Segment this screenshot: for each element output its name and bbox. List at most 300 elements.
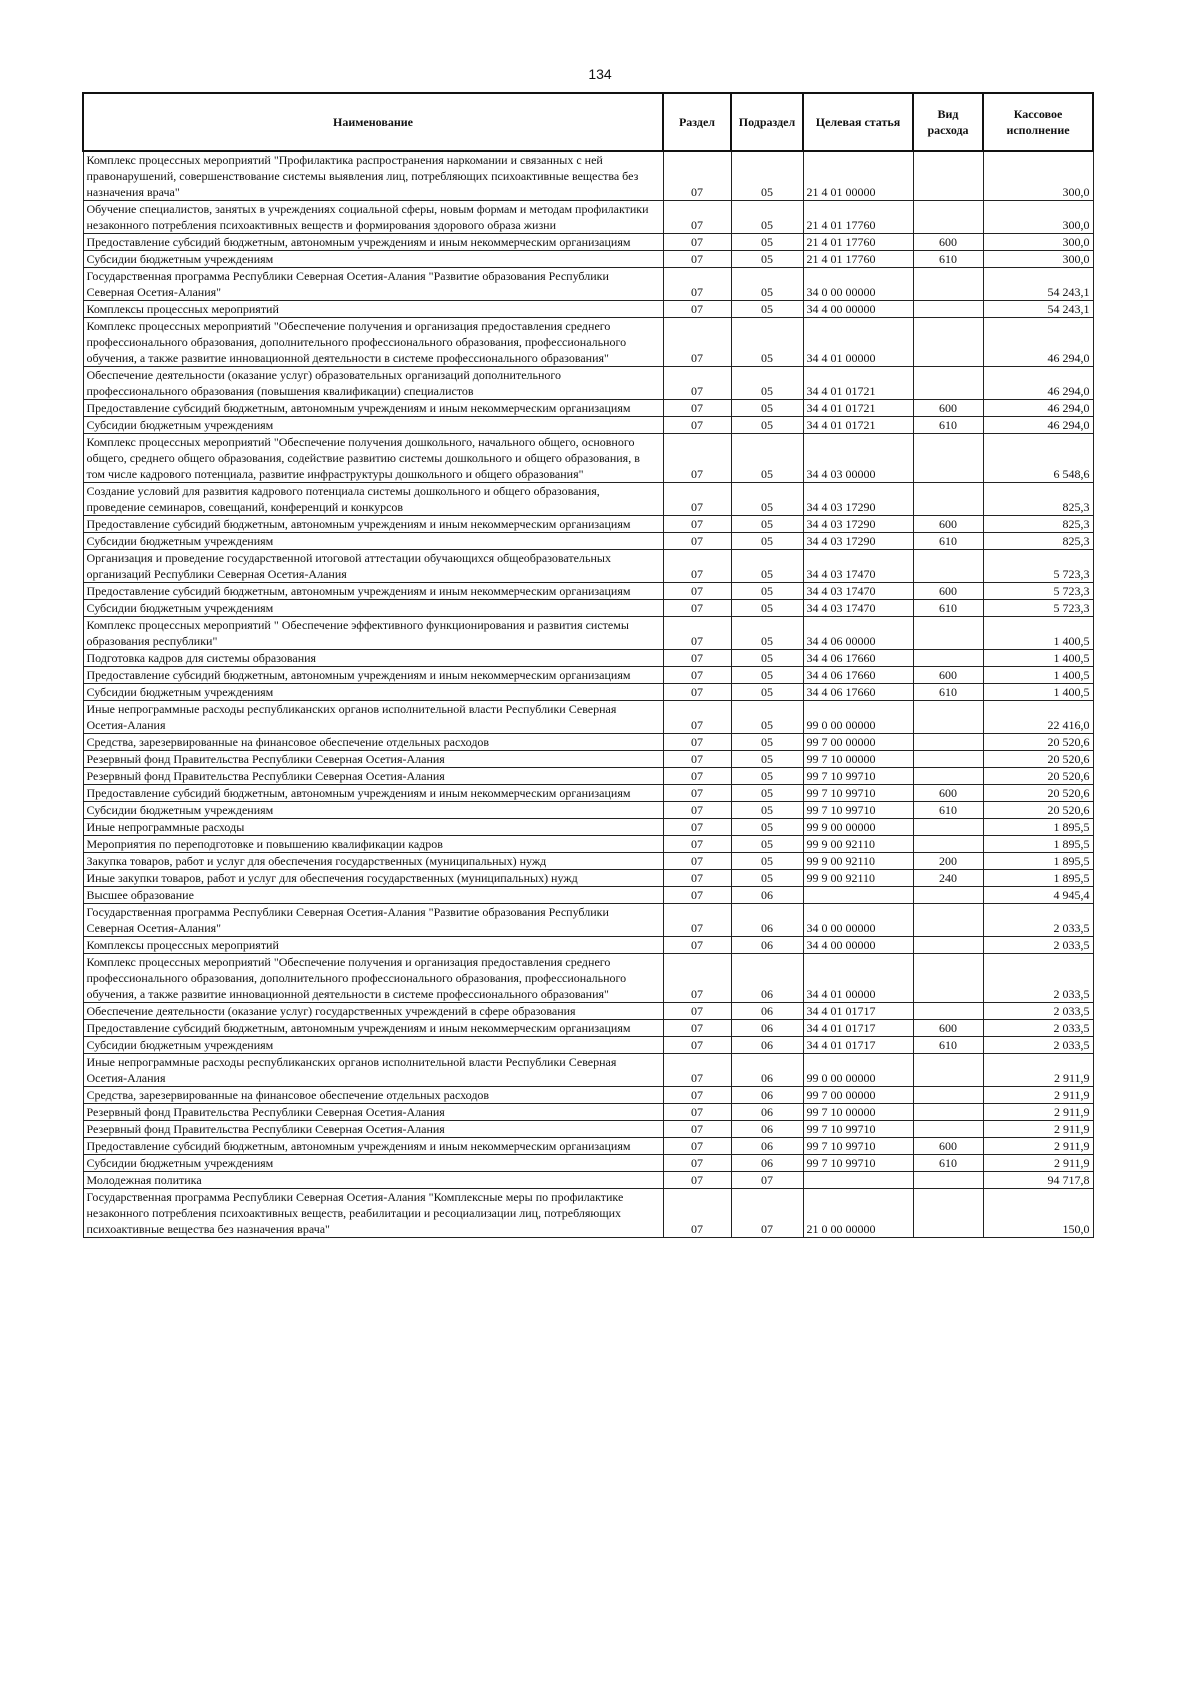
cell-name: Субсидии бюджетным учреждениям [83, 251, 663, 268]
cell-podrazdel: 05 [731, 434, 803, 483]
cell-target: 99 9 00 92110 [803, 853, 913, 870]
table-row [83, 1054, 1093, 1087]
cell-podrazdel: 06 [731, 1155, 803, 1172]
table-row [83, 667, 1093, 684]
cell-target: 34 4 03 00000 [803, 434, 913, 483]
table-row [83, 1189, 1093, 1238]
cell-sum: 1 400,5 [983, 667, 1093, 684]
table-row [83, 583, 1093, 600]
cell-sum: 2 911,9 [983, 1104, 1093, 1121]
cell-vid [913, 434, 983, 483]
cell-name: Иные непрограммные расходы [83, 819, 663, 836]
cell-name: Субсидии бюджетным учреждениям [83, 533, 663, 550]
cell-sum: 300,0 [983, 201, 1093, 234]
cell-vid [913, 701, 983, 734]
table-row [83, 367, 1093, 400]
cell-name: Субсидии бюджетным учреждениям [83, 802, 663, 819]
cell-sum: 2 033,5 [983, 1020, 1093, 1037]
cell-podrazdel: 05 [731, 301, 803, 318]
cell-razdel: 07 [663, 701, 731, 734]
table-row [83, 400, 1093, 417]
cell-vid: 600 [913, 583, 983, 600]
cell-name: Субсидии бюджетным учреждениям [83, 417, 663, 434]
cell-podrazdel: 05 [731, 836, 803, 853]
cell-target: 34 4 06 00000 [803, 617, 913, 650]
cell-razdel: 07 [663, 583, 731, 600]
cell-name: Закупка товаров, работ и услуг для обеспечения государственных (муниципальных) нужд [83, 853, 663, 870]
cell-sum: 20 520,6 [983, 751, 1093, 768]
cell-razdel: 07 [663, 251, 731, 268]
cell-name: Комплекс процессных мероприятий "Профилактика распространения наркомании и связанных с ней правонарушений, совершенствование системы выявления лиц, потребляющих психоактивные вещества без назначения врача" [83, 151, 663, 201]
cell-sum: 6 548,6 [983, 434, 1093, 483]
table-row [83, 617, 1093, 650]
cell-name: Субсидии бюджетным учреждениям [83, 600, 663, 617]
cell-podrazdel: 05 [731, 684, 803, 701]
cell-name: Резервный фонд Правительства Республики Северная Осетия-Алания [83, 1121, 663, 1138]
cell-vid [913, 151, 983, 201]
cell-target: 21 4 01 17760 [803, 234, 913, 251]
cell-sum: 2 033,5 [983, 904, 1093, 937]
cell-name: Мероприятия по переподготовке и повышению квалификации кадров [83, 836, 663, 853]
cell-name: Предоставление субсидий бюджетным, автономным учреждениям и иным некоммерческим организациям [83, 516, 663, 533]
table-row [83, 904, 1093, 937]
cell-name: Субсидии бюджетным учреждениям [83, 1155, 663, 1172]
cell-razdel: 07 [663, 853, 731, 870]
table-row [83, 1020, 1093, 1037]
cell-podrazdel: 05 [731, 234, 803, 251]
table-row [83, 819, 1093, 836]
cell-vid [913, 301, 983, 318]
cell-vid: 610 [913, 1155, 983, 1172]
cell-vid: 600 [913, 667, 983, 684]
cell-name: Комплекс процессных мероприятий "Обеспечение получения дошкольного, начального общего, основного общего, среднего общего образования, содействие развитию системы дошкольного и общего образования, в том числе кадрового потенциала, развитие инфраструктуры дошкольного и общего образования" [83, 434, 663, 483]
table-row [83, 785, 1093, 802]
cell-vid: 600 [913, 234, 983, 251]
cell-razdel: 07 [663, 1155, 731, 1172]
cell-target: 34 4 00 00000 [803, 937, 913, 954]
cell-razdel: 07 [663, 434, 731, 483]
cell-vid: 610 [913, 802, 983, 819]
cell-name: Комплекс процессных мероприятий "Обеспечение получения и организация предоставления среднего профессионального образования, дополнительного профессионального образования, профессионального обучения, а также развитие инновационной деятельности в системе профессионального образования" [83, 954, 663, 1003]
cell-podrazdel: 05 [731, 853, 803, 870]
cell-podrazdel: 06 [731, 887, 803, 904]
cell-sum: 2 033,5 [983, 1003, 1093, 1020]
cell-target: 99 0 00 00000 [803, 701, 913, 734]
cell-podrazdel: 05 [731, 151, 803, 201]
cell-vid [913, 617, 983, 650]
cell-name: Предоставление субсидий бюджетным, автономным учреждениям и иным некоммерческим организациям [83, 1138, 663, 1155]
cell-name: Средства, зарезервированные на финансовое обеспечение отдельных расходов [83, 1087, 663, 1104]
cell-target: 99 9 00 00000 [803, 819, 913, 836]
cell-sum: 46 294,0 [983, 417, 1093, 434]
cell-vid [913, 887, 983, 904]
cell-razdel: 07 [663, 802, 731, 819]
table-row [83, 853, 1093, 870]
cell-podrazdel: 06 [731, 904, 803, 937]
cell-podrazdel: 05 [731, 583, 803, 600]
cell-podrazdel: 05 [731, 751, 803, 768]
cell-sum: 4 945,4 [983, 887, 1093, 904]
cell-vid: 610 [913, 684, 983, 701]
cell-target: 34 4 01 01721 [803, 400, 913, 417]
cell-podrazdel: 05 [731, 268, 803, 301]
cell-sum: 1 895,5 [983, 836, 1093, 853]
cell-target: 99 9 00 92110 [803, 836, 913, 853]
cell-podrazdel: 05 [731, 533, 803, 550]
cell-vid [913, 1054, 983, 1087]
cell-vid [913, 268, 983, 301]
cell-sum: 54 243,1 [983, 268, 1093, 301]
cell-target: 99 7 00 00000 [803, 1087, 913, 1104]
cell-vid [913, 768, 983, 785]
cell-podrazdel: 07 [731, 1172, 803, 1189]
cell-podrazdel: 05 [731, 318, 803, 367]
cell-razdel: 07 [663, 785, 731, 802]
cell-name: Комплексы процессных мероприятий [83, 937, 663, 954]
cell-razdel: 07 [663, 417, 731, 434]
header-name: Наименование [83, 93, 663, 151]
cell-vid: 610 [913, 417, 983, 434]
cell-name: Предоставление субсидий бюджетным, автономным учреждениям и иным некоммерческим организациям [83, 400, 663, 417]
cell-vid: 600 [913, 785, 983, 802]
cell-vid [913, 1104, 983, 1121]
cell-podrazdel: 05 [731, 516, 803, 533]
cell-target: 21 4 01 00000 [803, 151, 913, 201]
cell-razdel: 07 [663, 836, 731, 853]
header-sum: Кассовое исполнение [983, 93, 1093, 151]
cell-name: Обучение специалистов, занятых в учреждениях социальной сферы, новым формам и методам профилактики незаконного потребления психоактивных веществ и формирования здорового образа жизни [83, 201, 663, 234]
cell-razdel: 07 [663, 1172, 731, 1189]
cell-razdel: 07 [663, 483, 731, 516]
cell-razdel: 07 [663, 550, 731, 583]
header-razdel: Раздел [663, 93, 731, 151]
cell-podrazdel: 05 [731, 483, 803, 516]
cell-target: 34 4 06 17660 [803, 650, 913, 667]
cell-sum: 825,3 [983, 516, 1093, 533]
cell-podrazdel: 05 [731, 400, 803, 417]
cell-razdel: 07 [663, 533, 731, 550]
cell-name: Комплекс процессных мероприятий " Обеспечение эффективного функционирования и развития системы образования республики" [83, 617, 663, 650]
cell-sum: 1 895,5 [983, 870, 1093, 887]
cell-razdel: 07 [663, 1104, 731, 1121]
cell-razdel: 07 [663, 667, 731, 684]
cell-target: 99 0 00 00000 [803, 1054, 913, 1087]
cell-sum: 1 400,5 [983, 650, 1093, 667]
cell-name: Государственная программа Республики Северная Осетия-Алания "Развитие образования Республики Северная Осетия-Алания" [83, 268, 663, 301]
cell-target: 34 0 00 00000 [803, 268, 913, 301]
cell-sum: 20 520,6 [983, 802, 1093, 819]
cell-razdel: 07 [663, 819, 731, 836]
cell-vid: 200 [913, 853, 983, 870]
cell-podrazdel: 05 [731, 251, 803, 268]
cell-target: 34 4 06 17660 [803, 684, 913, 701]
cell-podrazdel: 05 [731, 600, 803, 617]
cell-name: Иные закупки товаров, работ и услуг для обеспечения государственных (муниципальных) нужд [83, 870, 663, 887]
cell-target: 34 4 01 01717 [803, 1020, 913, 1037]
cell-razdel: 07 [663, 268, 731, 301]
table-row [83, 318, 1093, 367]
header-podrazdel: Подраздел [731, 93, 803, 151]
table-row [83, 483, 1093, 516]
cell-target: 34 4 03 17290 [803, 483, 913, 516]
cell-podrazdel: 05 [731, 734, 803, 751]
cell-name: Предоставление субсидий бюджетным, автономным учреждениям и иным некоммерческим организациям [83, 234, 663, 251]
cell-target: 34 4 01 01721 [803, 367, 913, 400]
cell-razdel: 07 [663, 1037, 731, 1054]
cell-podrazdel: 06 [731, 1003, 803, 1020]
table-row [83, 1121, 1093, 1138]
cell-vid [913, 1189, 983, 1238]
cell-podrazdel: 05 [731, 785, 803, 802]
cell-razdel: 07 [663, 870, 731, 887]
cell-vid [913, 1172, 983, 1189]
header-target: Целевая статья [803, 93, 913, 151]
cell-podrazdel: 05 [731, 550, 803, 583]
cell-podrazdel: 05 [731, 819, 803, 836]
cell-podrazdel: 05 [731, 870, 803, 887]
table-row [83, 684, 1093, 701]
cell-razdel: 07 [663, 400, 731, 417]
cell-podrazdel: 06 [731, 1138, 803, 1155]
table-row [83, 836, 1093, 853]
cell-name: Резервный фонд Правительства Республики Северная Осетия-Алания [83, 768, 663, 785]
table-row [83, 650, 1093, 667]
table-row [83, 701, 1093, 734]
cell-podrazdel: 06 [731, 1104, 803, 1121]
table-row [83, 516, 1093, 533]
cell-razdel: 07 [663, 1121, 731, 1138]
cell-razdel: 07 [663, 600, 731, 617]
cell-vid: 610 [913, 600, 983, 617]
cell-vid: 240 [913, 870, 983, 887]
cell-sum: 5 723,3 [983, 583, 1093, 600]
cell-target: 99 7 10 99710 [803, 802, 913, 819]
cell-sum: 300,0 [983, 151, 1093, 201]
cell-target: 34 4 01 01717 [803, 1003, 913, 1020]
cell-sum: 94 717,8 [983, 1172, 1093, 1189]
cell-vid [913, 836, 983, 853]
cell-vid [913, 550, 983, 583]
cell-sum: 20 520,6 [983, 785, 1093, 802]
cell-razdel: 07 [663, 1138, 731, 1155]
cell-vid [913, 1003, 983, 1020]
cell-sum: 1 400,5 [983, 684, 1093, 701]
cell-name: Комплекс процессных мероприятий "Обеспечение получения и организация предоставления среднего профессионального образования, дополнительного профессионального образования, профессионального обучения, а также развитие инновационной деятельности в системе профессионального образования" [83, 318, 663, 367]
cell-vid [913, 483, 983, 516]
table-row [83, 802, 1093, 819]
table-row [83, 1138, 1093, 1155]
cell-target: 99 7 10 99710 [803, 785, 913, 802]
cell-podrazdel: 07 [731, 1189, 803, 1238]
table-row [83, 533, 1093, 550]
cell-target: 34 0 00 00000 [803, 904, 913, 937]
cell-target: 34 4 01 00000 [803, 954, 913, 1003]
cell-sum: 1 400,5 [983, 617, 1093, 650]
cell-razdel: 07 [663, 1087, 731, 1104]
cell-target: 99 7 10 99710 [803, 1121, 913, 1138]
cell-name: Средства, зарезервированные на финансовое обеспечение отдельных расходов [83, 734, 663, 751]
cell-name: Обеспечение деятельности (оказание услуг) государственных учреждений в сфере образования [83, 1003, 663, 1020]
cell-razdel: 07 [663, 768, 731, 785]
cell-target: 34 4 06 17660 [803, 667, 913, 684]
header-vid: Вид расхода [913, 93, 983, 151]
cell-vid [913, 201, 983, 234]
cell-razdel: 07 [663, 650, 731, 667]
cell-sum: 5 723,3 [983, 600, 1093, 617]
cell-name: Предоставление субсидий бюджетным, автономным учреждениям и иным некоммерческим организациям [83, 583, 663, 600]
cell-sum: 2 911,9 [983, 1054, 1093, 1087]
table-row [83, 734, 1093, 751]
cell-podrazdel: 06 [731, 1020, 803, 1037]
cell-vid [913, 937, 983, 954]
cell-sum: 46 294,0 [983, 318, 1093, 367]
cell-name: Иные непрограммные расходы республиканских органов исполнительной власти Республики Северная Осетия-Алания [83, 701, 663, 734]
cell-vid: 600 [913, 1138, 983, 1155]
cell-podrazdel: 06 [731, 1054, 803, 1087]
table-row [83, 1104, 1093, 1121]
cell-sum: 22 416,0 [983, 701, 1093, 734]
cell-razdel: 07 [663, 751, 731, 768]
table-body [83, 151, 1093, 1238]
cell-podrazdel: 05 [731, 367, 803, 400]
cell-vid [913, 954, 983, 1003]
cell-name: Резервный фонд Правительства Республики Северная Осетия-Алания [83, 751, 663, 768]
cell-sum: 20 520,6 [983, 734, 1093, 751]
cell-podrazdel: 05 [731, 417, 803, 434]
cell-razdel: 07 [663, 904, 731, 937]
cell-razdel: 07 [663, 734, 731, 751]
cell-sum: 1 895,5 [983, 853, 1093, 870]
cell-name: Создание условий для развития кадрового потенциала системы дошкольного и общего образования, проведение семинаров, совещаний, конференций и конкурсов [83, 483, 663, 516]
table-row [83, 268, 1093, 301]
cell-sum: 2 033,5 [983, 954, 1093, 1003]
cell-razdel: 07 [663, 684, 731, 701]
cell-razdel: 07 [663, 234, 731, 251]
cell-sum: 1 895,5 [983, 819, 1093, 836]
cell-podrazdel: 06 [731, 1087, 803, 1104]
cell-podrazdel: 05 [731, 802, 803, 819]
cell-sum: 20 520,6 [983, 768, 1093, 785]
page-number: 134 [588, 66, 612, 82]
table-row [83, 937, 1093, 954]
cell-vid: 610 [913, 1037, 983, 1054]
cell-name: Резервный фонд Правительства Республики Северная Осетия-Алания [83, 1104, 663, 1121]
cell-name: Иные непрограммные расходы республиканских органов исполнительной власти Республики Северная Осетия-Алания [83, 1054, 663, 1087]
cell-razdel: 07 [663, 1054, 731, 1087]
cell-podrazdel: 05 [731, 201, 803, 234]
cell-name: Комплексы процессных мероприятий [83, 301, 663, 318]
cell-target: 21 4 01 17760 [803, 201, 913, 234]
cell-name: Молодежная политика [83, 1172, 663, 1189]
cell-target: 34 4 03 17290 [803, 516, 913, 533]
cell-target [803, 1172, 913, 1189]
cell-razdel: 07 [663, 1003, 731, 1020]
table-header-row [83, 93, 1093, 151]
cell-vid [913, 1087, 983, 1104]
cell-vid: 610 [913, 251, 983, 268]
cell-name: Государственная программа Республики Северная Осетия-Алания "Развитие образования Республики Северная Осетия-Алания" [83, 904, 663, 937]
table-row [83, 887, 1093, 904]
cell-podrazdel: 06 [731, 1121, 803, 1138]
cell-vid: 600 [913, 400, 983, 417]
table-row [83, 600, 1093, 617]
cell-vid [913, 650, 983, 667]
cell-vid [913, 734, 983, 751]
cell-podrazdel: 05 [731, 768, 803, 785]
table-row [83, 434, 1093, 483]
cell-name: Организация и проведение государственной итоговой аттестации обучающихся общеобразовательных организаций Республики Северная Осетия-Алания [83, 550, 663, 583]
cell-sum: 2 911,9 [983, 1138, 1093, 1155]
cell-vid [913, 367, 983, 400]
table-row [83, 870, 1093, 887]
cell-razdel: 07 [663, 301, 731, 318]
cell-sum: 2 911,9 [983, 1121, 1093, 1138]
table-row [83, 251, 1093, 268]
cell-sum: 825,3 [983, 533, 1093, 550]
cell-razdel: 07 [663, 367, 731, 400]
cell-razdel: 07 [663, 887, 731, 904]
cell-target: 34 4 01 01721 [803, 417, 913, 434]
cell-podrazdel: 06 [731, 1037, 803, 1054]
cell-vid: 610 [913, 533, 983, 550]
cell-target: 99 7 10 99710 [803, 768, 913, 785]
cell-vid [913, 318, 983, 367]
cell-sum: 150,0 [983, 1189, 1093, 1238]
table-row [83, 301, 1093, 318]
cell-target: 34 4 01 01717 [803, 1037, 913, 1054]
cell-podrazdel: 05 [731, 650, 803, 667]
cell-target: 34 4 00 00000 [803, 301, 913, 318]
table-row [83, 751, 1093, 768]
cell-target: 34 4 03 17470 [803, 550, 913, 583]
cell-sum: 46 294,0 [983, 400, 1093, 417]
cell-sum: 300,0 [983, 251, 1093, 268]
cell-podrazdel: 06 [731, 954, 803, 1003]
cell-sum: 2 033,5 [983, 1037, 1093, 1054]
table-row [83, 1037, 1093, 1054]
cell-vid [913, 904, 983, 937]
cell-sum: 300,0 [983, 234, 1093, 251]
cell-target: 99 9 00 92110 [803, 870, 913, 887]
cell-vid: 600 [913, 516, 983, 533]
cell-name: Высшее образование [83, 887, 663, 904]
cell-target: 99 7 10 00000 [803, 751, 913, 768]
table-row [83, 1003, 1093, 1020]
cell-name: Государственная программа Республики Северная Осетия-Алания "Комплексные меры по профилактике незаконного потребления психоактивных веществ, реабилитации и ресоциализации лиц, потребляющих психоактивные вещества без назначения врача" [83, 1189, 663, 1238]
cell-vid [913, 1121, 983, 1138]
cell-razdel: 07 [663, 937, 731, 954]
cell-sum: 2 033,5 [983, 937, 1093, 954]
cell-razdel: 07 [663, 318, 731, 367]
cell-podrazdel: 05 [731, 701, 803, 734]
cell-razdel: 07 [663, 151, 731, 201]
cell-sum: 5 723,3 [983, 550, 1093, 583]
table-row [83, 1172, 1093, 1189]
cell-name: Предоставление субсидий бюджетным, автономным учреждениям и иным некоммерческим организациям [83, 785, 663, 802]
cell-vid [913, 819, 983, 836]
cell-sum: 2 911,9 [983, 1155, 1093, 1172]
table-row [83, 151, 1093, 201]
cell-target: 34 4 03 17290 [803, 533, 913, 550]
cell-sum: 46 294,0 [983, 367, 1093, 400]
cell-razdel: 07 [663, 201, 731, 234]
table-row [83, 1087, 1093, 1104]
cell-target: 34 4 03 17470 [803, 600, 913, 617]
cell-podrazdel: 05 [731, 667, 803, 684]
table-row [83, 954, 1093, 1003]
cell-target: 21 4 01 17760 [803, 251, 913, 268]
cell-name: Предоставление субсидий бюджетным, автономным учреждениям и иным некоммерческим организациям [83, 667, 663, 684]
